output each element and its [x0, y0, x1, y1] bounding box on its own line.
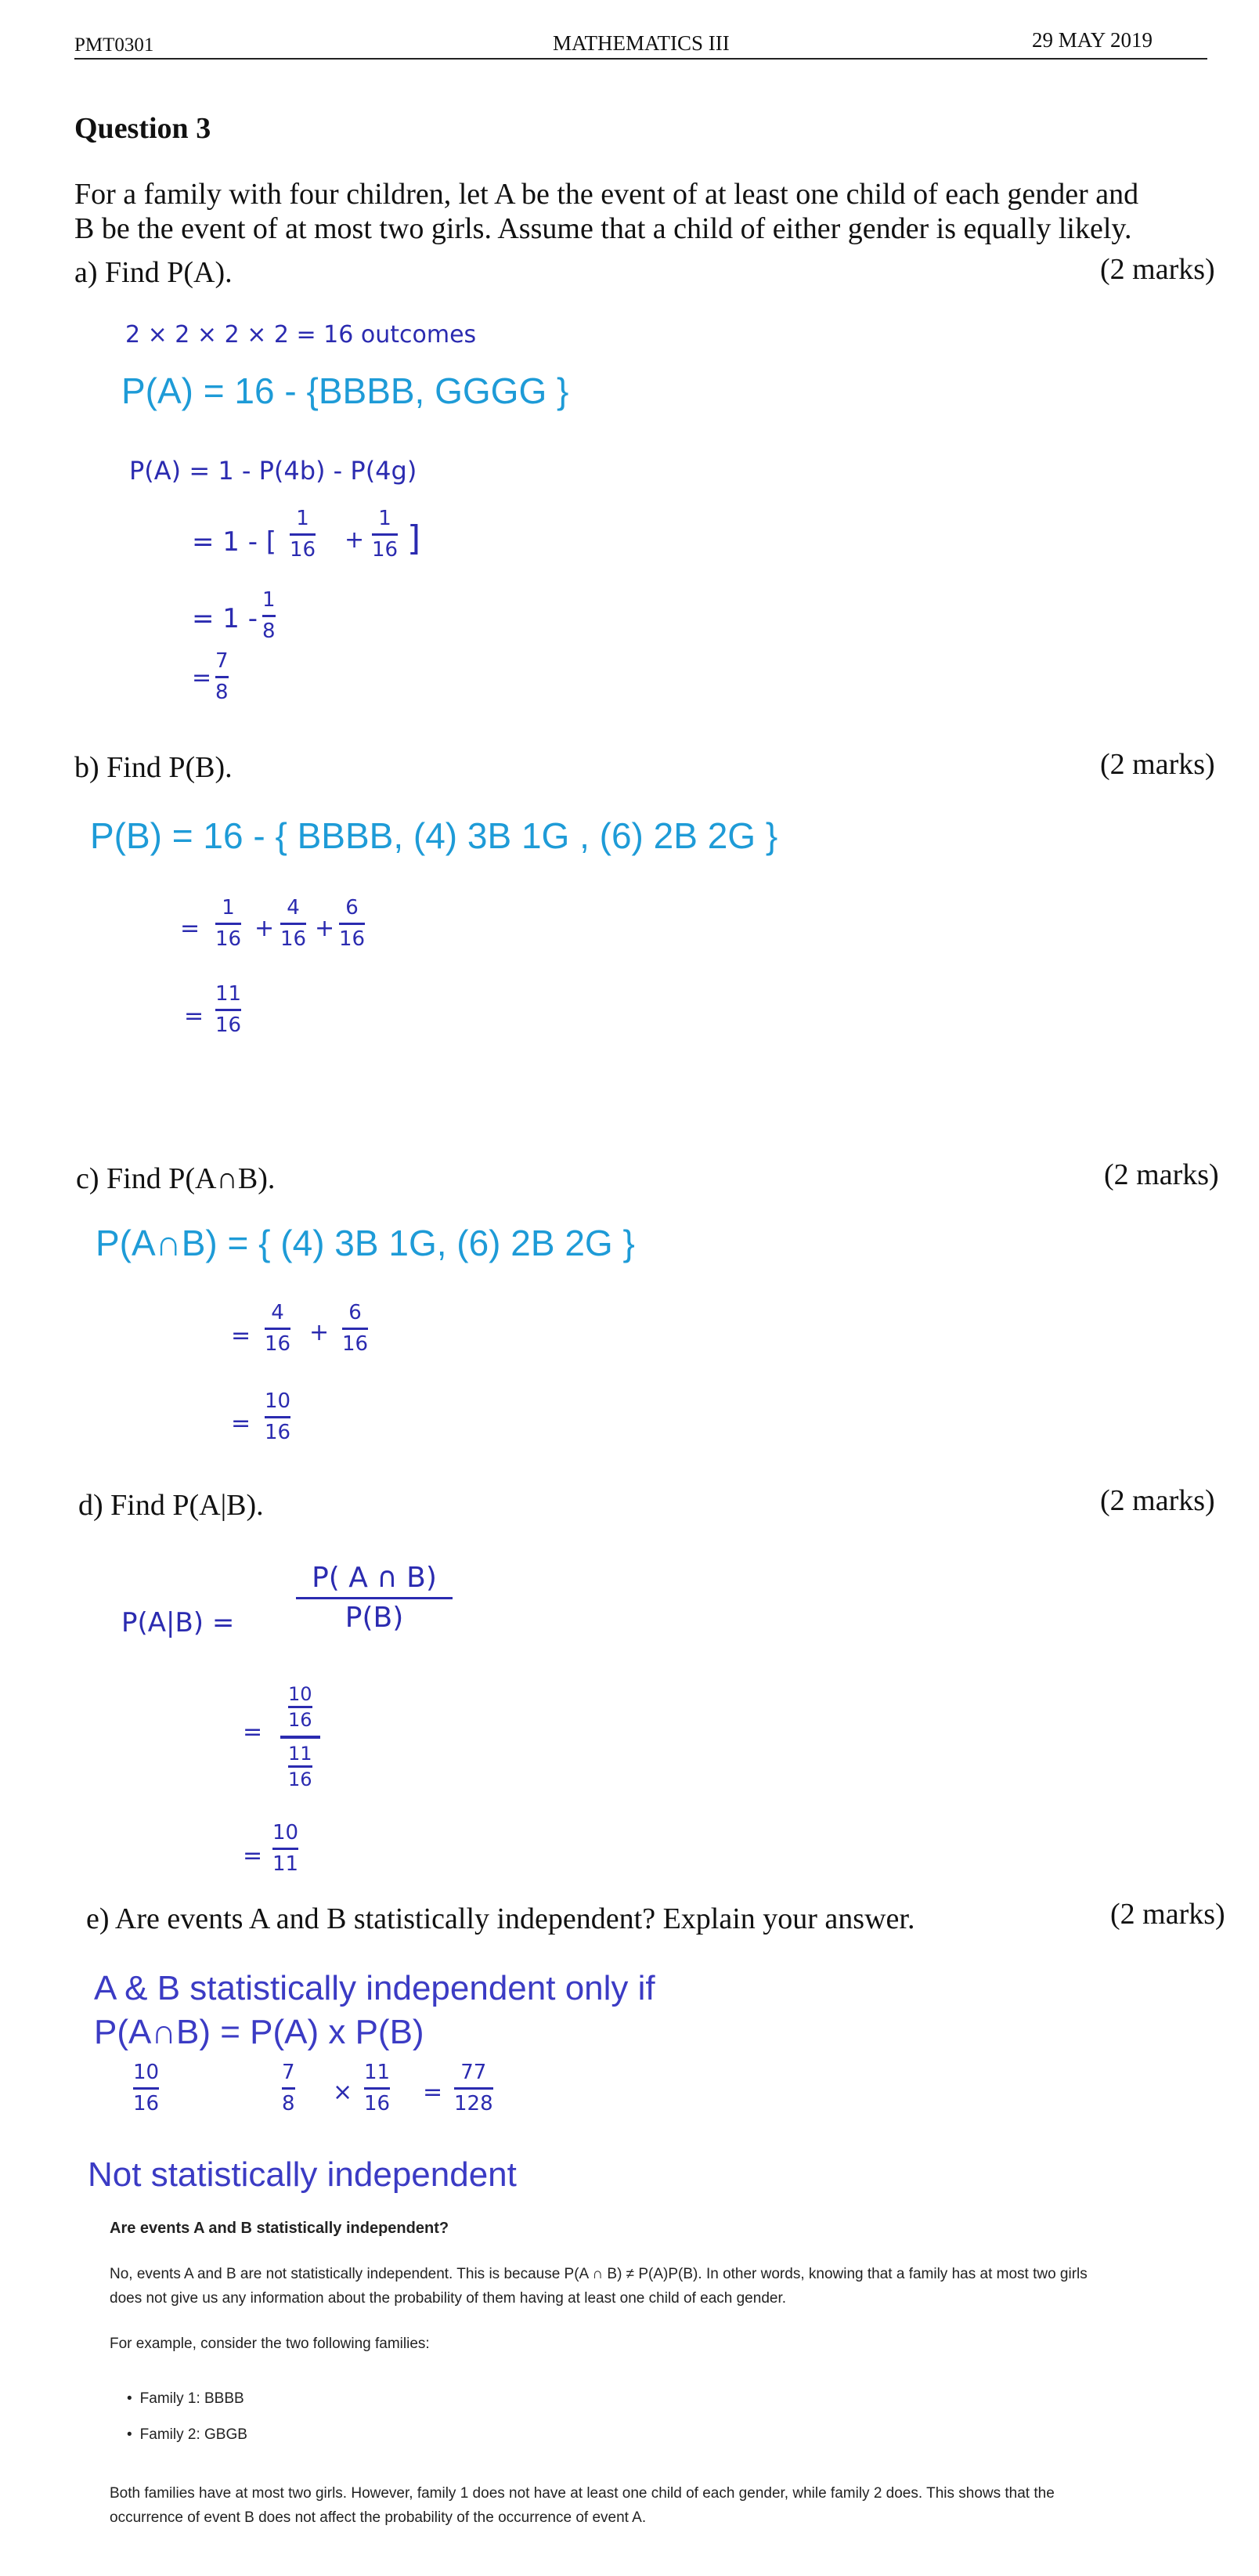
part-b-eq2: = — [184, 1003, 204, 1030]
part-e-frac3: 11 16 — [364, 2061, 391, 2115]
part-e-frac4: 77 128 — [454, 2061, 493, 2115]
part-a-marks: (2 marks) — [1100, 253, 1215, 286]
part-a-frac1: 1 16 — [290, 507, 316, 562]
part-b-frac4: 11 16 — [215, 982, 242, 1037]
part-c-eq1: = — [231, 1322, 251, 1349]
part-c-typed: P(A∩B) = { (4) 3B 1G, (6) 2B 2G } — [96, 1223, 635, 1263]
part-a-outcomes: 2 × 2 × 2 × 2 = 16 outcomes — [125, 321, 477, 349]
part-c-marks: (2 marks) — [1104, 1158, 1219, 1191]
part-a-line1: P(A) = 1 - P(4b) - P(4g) — [129, 456, 417, 486]
part-c-frac2: 6 16 — [342, 1301, 369, 1356]
part-c-plus: + — [309, 1319, 330, 1346]
explanation-heading: Are events A and B statistically independent? — [110, 2220, 449, 2237]
explanation-para3: Both families have at most two girls. However, family 1 does not have at least one child of each gender, while family 2 does. This shows that the occurrence of event B does not affect the probability of the occurrence of event A. — [110, 2485, 1055, 2526]
part-b-frac2: 4 16 — [280, 896, 307, 951]
question-intro-line1: For a family with four children, let A be the event of at least one child of each gender and — [74, 178, 1139, 211]
header-rule — [74, 58, 1207, 60]
part-a-eq: = — [192, 664, 212, 692]
part-e-times: × — [333, 2079, 353, 2106]
part-c-prompt: c) Find P(A∩B). — [76, 1162, 276, 1195]
part-e-conclusion: Not statistically independent — [88, 2155, 517, 2194]
part-b-eq1: = — [180, 915, 200, 942]
part-d-eq2: = — [243, 1842, 263, 1870]
explanation-para1: No, events A and B are not statistically independent. This is because P(A ∩ B) ≠ P(A)P(B). In other words, knowing that a family has at most two girls does not give us any information about the probability of them having at least one child of each gender. — [110, 2266, 1088, 2307]
part-d-main-frac: P( A ∩ B) P(B) — [296, 1563, 453, 1633]
part-b-typed: P(B) = 16 - { BBBB, (4) 3B 1G , (6) 2B 2G } — [90, 815, 778, 856]
part-a-frac2: 1 16 — [372, 507, 399, 562]
part-d-marks: (2 marks) — [1100, 1484, 1215, 1517]
part-a-line2-prefix: = 1 - [ — [192, 526, 277, 558]
part-d-lhs: P(A|B) = — [121, 1607, 235, 1638]
header-date: 29 MAY 2019 — [1032, 28, 1153, 52]
part-b-prompt: b) Find P(B). — [74, 751, 233, 784]
part-d-result-frac: 10 11 — [272, 1821, 299, 1876]
part-e-typed2: P(A∩B) = P(A) x P(B) — [94, 2013, 424, 2051]
part-b-marks: (2 marks) — [1100, 748, 1215, 781]
explanation-bullet-2: • Family 2: GBGB — [127, 2426, 247, 2443]
part-d-prompt: d) Find P(A|B). — [78, 1489, 264, 1522]
part-b-plus2: + — [315, 915, 335, 942]
part-a-plus: + — [345, 526, 365, 554]
part-a-line3-prefix: = 1 - — [192, 603, 258, 634]
part-a-typed: P(A) = 16 - {BBBB, GGGG } — [121, 370, 569, 411]
part-d-compound-frac: 10 16 11 16 — [288, 1684, 312, 1790]
part-c-eq2: = — [231, 1410, 251, 1437]
part-a-frac3: 1 8 — [262, 588, 276, 643]
explanation-para2: For example, consider the two following families: — [110, 2336, 430, 2352]
question-title: Question 3 — [74, 112, 211, 145]
part-a-bracket-close: ] — [407, 518, 421, 558]
part-c-frac3: 10 16 — [265, 1389, 291, 1444]
header-code: PMT0301 — [74, 34, 154, 56]
part-b-plus1: + — [254, 915, 275, 942]
part-b-frac1: 1 16 — [215, 896, 242, 951]
part-e-frac1: 10 16 — [133, 2061, 160, 2115]
explanation-bullet-1: • Family 1: BBBB — [127, 2390, 244, 2407]
part-c-frac1: 4 16 — [265, 1301, 291, 1356]
part-e-eq: = — [423, 2079, 443, 2106]
part-e-prompt: e) Are events A and B statistically independent? Explain your answer. — [86, 1902, 915, 1935]
part-a-prompt: a) Find P(A). — [74, 256, 233, 289]
part-e-typed1: A & B statistically independent only if — [94, 1969, 655, 2007]
header-subject: MATHEMATICS III — [553, 31, 730, 55]
part-e-frac2: 7 8 — [282, 2061, 295, 2115]
part-d-eq1: = — [243, 1718, 263, 1746]
part-b-frac3: 6 16 — [339, 896, 366, 951]
part-a-frac4: 7 8 — [215, 649, 229, 704]
question-intro-line2: B be the event of at most two girls. Assume that a child of either gender is equally likely. — [74, 212, 1132, 245]
part-e-marks: (2 marks) — [1110, 1898, 1225, 1931]
